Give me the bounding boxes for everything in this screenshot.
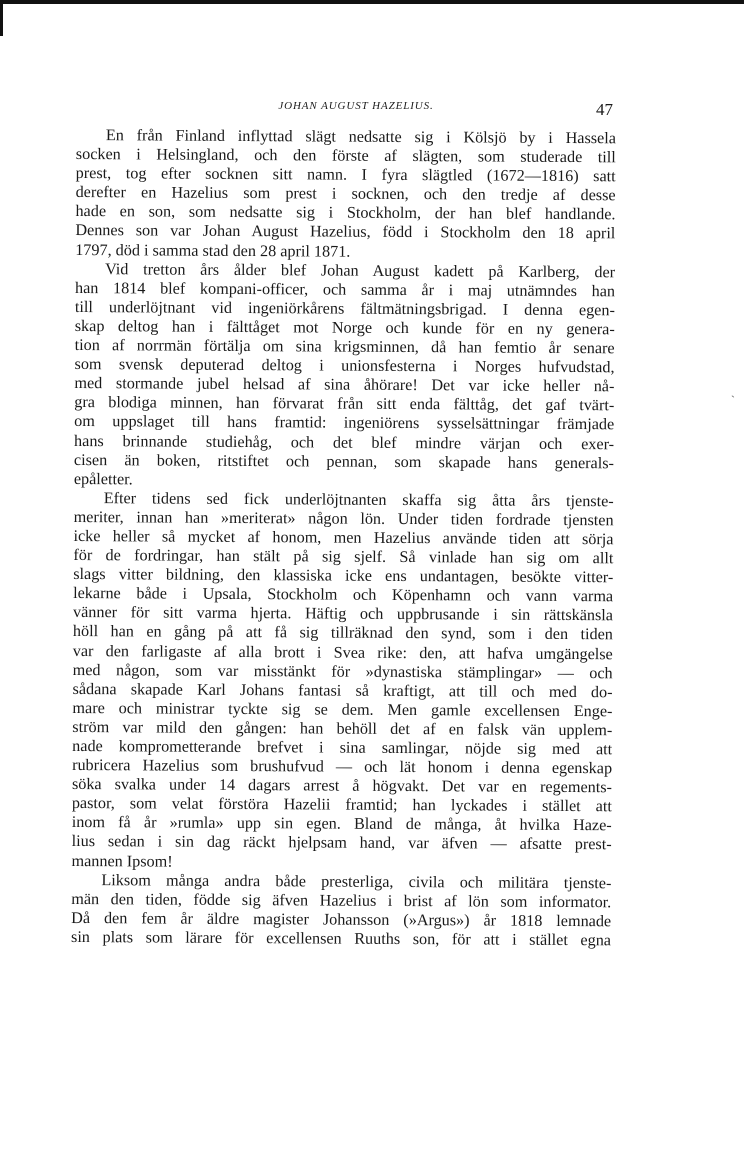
left-edge-mark: [0, 0, 3, 36]
text-line: söka svalka under 14 dagars arrest å högvakt. Det var en regements-: [71, 775, 613, 797]
page-header: [76, 90, 616, 120]
text-line: Vid tretton års ålder blef Johan August kadett på Karlberg, der: [105, 259, 616, 281]
text-line: Då den fem år äldre magister Johansson (»Argus») år 1818 lemnade: [71, 908, 612, 931]
margin-speck: ˎ: [731, 384, 735, 398]
page-number: 47: [596, 100, 613, 119]
text-line: 1797, död i samma stad den 28 april 1871.: [75, 240, 351, 261]
text-line: hans brinnande studiehåg, och det blef mindre värjan och exer-: [74, 431, 615, 453]
text-line: gra blodiga minnen, han förvarat från sitt enda fälttåg, det gaf tvärt-: [74, 393, 615, 415]
text-line: ström var mild den gången: han behöll det af en falsk vän upplem-: [72, 717, 613, 740]
text-line: vänner för sitt varma hjerta. Häftig och uppbrusande i sin rättskänsla: [72, 603, 614, 625]
text-line: cisen än boken, ritstiftet och pennan, som skapade hans generals-: [73, 450, 615, 472]
text-line: med stormande jubel helsad af sina åhörare! Det var icke heller nå-: [74, 374, 615, 396]
text-line: mannen Ipsom!: [71, 851, 173, 871]
text-line: Efter tidens sed fick underlöjtnanten skaffa sig åtta års tjenste-: [103, 488, 614, 511]
text-line: som svensk deputerad deltog i unionsfesterna i Norges hufvudstad,: [74, 355, 615, 377]
text-line: hade en son, som nedsatte sig i Stockholm, der han blef handlande.: [75, 202, 616, 224]
text-line: nade komprometterande brefvet i sina samlingar, nöjde sig med att: [72, 736, 613, 759]
text-line: rubricera Hazelius som brushufvud — och lät honom i denna egenskap: [72, 756, 613, 778]
text-line: höll han en gång på att få sig tillräknad den synd, som i den tiden: [72, 622, 613, 644]
text-line: lekarne både i Upsala, Stockholm och Köpenhamn och vann varma: [73, 584, 614, 606]
text-line: En från Finland inflyttad slägt nedsatte sig i Kölsjö by i Hassela: [105, 126, 616, 148]
text-line: om uppslaget till hans framtid: ingeniörens sysselsättningar främjade: [74, 412, 615, 434]
running-title: JOHAN AUGUST HAZELIUS.: [278, 100, 434, 112]
text-line: Dennes son var Johan August Hazelius, född i Stockholm den 18 april: [75, 221, 616, 243]
top-edge-rule: [0, 0, 744, 4]
text-line: prest, tog efter socknen sitt namn. I fyra slägtled (1672—1816) satt: [75, 164, 616, 186]
text-line: epåletter.: [73, 469, 133, 489]
text-line: lius sedan i sin dag räckt hjelpsam hand, var äfven — afsatte prest-: [71, 832, 612, 854]
text-line: icke heller så mycket af honom, men Hazelius använde tiden att sörja: [73, 526, 614, 549]
text-line: till underlöjtnant vid ingeniörkårens fältmätningsbrigad. I denna egen-: [74, 297, 615, 320]
text-line: var den farligaste af alla brott i Svea rike: den, att hafva umgängelse: [72, 641, 613, 663]
text-line: sin plats som lärare för excellensen Ruuths son, för att i stället egna: [70, 927, 612, 950]
text-line: tion af norrmän förtälja om sina krigsminnen, då han femtio år senare: [74, 336, 615, 358]
text-line: med någon, som var misstänkt för »dynastiska stämplingar» — och: [72, 660, 613, 682]
text-line: pastor, som velat förstöra Hazelii framtid; han lyckades i stället att: [71, 794, 612, 816]
text-line: för de fordringar, han stält på sig sjelf. Så vinlade han sig om allt: [73, 546, 614, 568]
text-line: skap deltog han i fälttåget mot Norge och kunde för en ny genera-: [74, 316, 615, 339]
text-line: män den tiden, födde sig äfven Hazelius i brist af lön som informator.: [71, 889, 612, 912]
body-text: [71, 126, 616, 950]
text-line: derefter en Hazelius som prest i socknen, och den tredje af desse: [75, 183, 616, 205]
text-line: sådana skapade Karl Johans fantasi så kraftigt, att till och med do-: [72, 679, 613, 702]
text-line: meriter, innan han »meriterat» någon lön. Under tiden fordrade tjensten: [73, 507, 614, 530]
text-line: socken i Helsingland, och den förste af slägten, som studerade till: [75, 145, 616, 167]
text-line: inom få år »rumla» upp sin egen. Bland de många, åt hvilka Haze-: [71, 813, 612, 835]
text-line: slags vitter bildning, den klassiska icke ens undantagen, besökte vitter-: [73, 565, 614, 587]
text-line: mare och ministrar tyckte sig se dem. Men gamle excellensen Enge-: [72, 698, 613, 721]
text-line: han 1814 blef kompani-officer, och samma år i maj utnämndes han: [74, 278, 616, 301]
text-line: Liksom många andra både presterliga, civila och militära tjenste-: [101, 870, 612, 892]
